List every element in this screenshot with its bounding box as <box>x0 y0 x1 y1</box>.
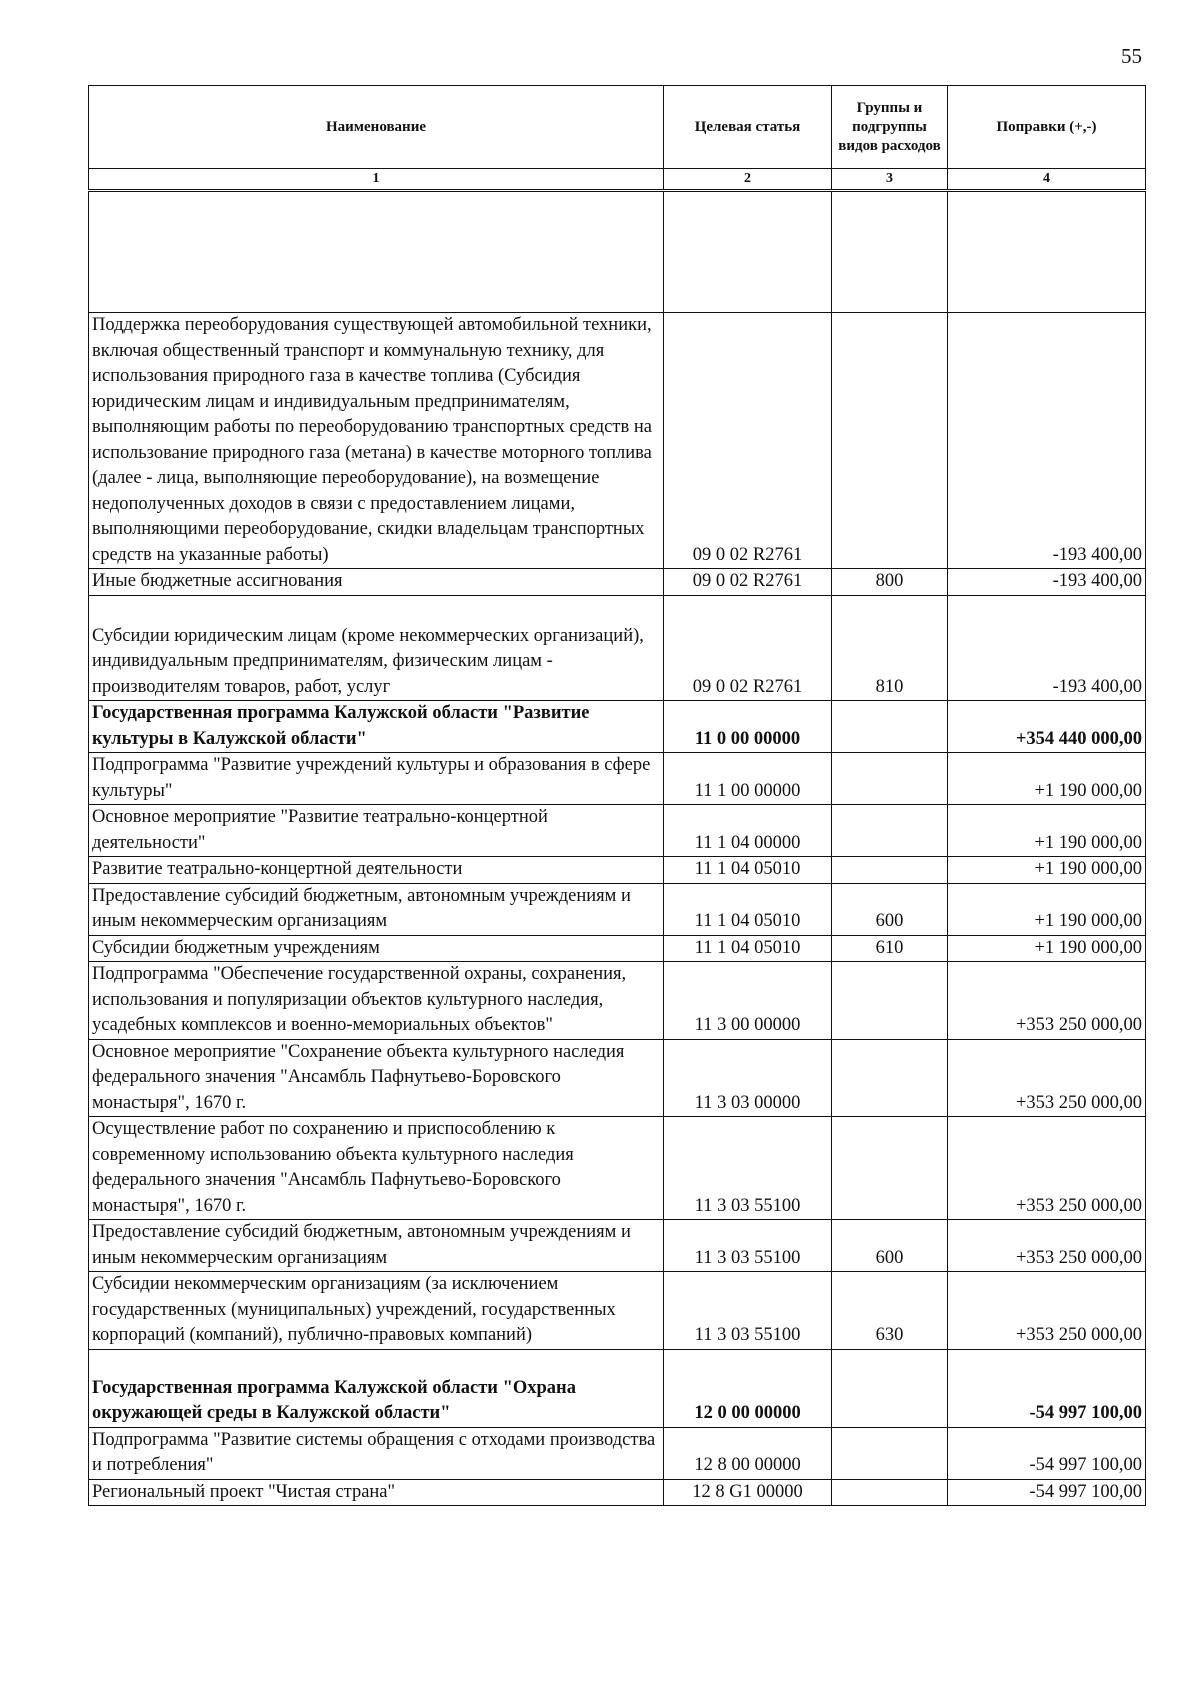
row-amendment: -54 997 100,00 <box>948 1479 1146 1506</box>
row-target-article: 11 3 03 00000 <box>664 1039 832 1117</box>
table-row <box>89 962 1146 1040</box>
blank-spacer-row <box>89 191 1146 313</box>
row-target-article: 09 0 02 R2761 <box>664 313 832 569</box>
budget-amendments-table <box>88 85 1146 1506</box>
row-expense-group <box>832 1349 948 1427</box>
row-expense-group: 630 <box>832 1272 948 1350</box>
row-expense-group <box>832 313 948 569</box>
row-expense-group <box>832 701 948 753</box>
row-expense-group <box>832 1117 948 1220</box>
row-amendment: -54 997 100,00 <box>948 1427 1146 1479</box>
table-row <box>89 569 1146 596</box>
row-amendment: -193 400,00 <box>948 595 1146 701</box>
row-target-article: 11 1 00 00000 <box>664 753 832 805</box>
row-name: Иные бюджетные ассигнования <box>89 569 664 596</box>
row-expense-group <box>832 1039 948 1117</box>
row-amendment: +353 250 000,00 <box>948 1272 1146 1350</box>
row-target-article: 11 3 00 00000 <box>664 962 832 1040</box>
column-number-1: 1 <box>89 169 664 191</box>
row-target-article: 11 3 03 55100 <box>664 1117 832 1220</box>
table-row <box>89 753 1146 805</box>
row-amendment: +353 250 000,00 <box>948 1117 1146 1220</box>
row-name: Основное мероприятие "Развитие театрально-концертной деятельности" <box>89 805 664 857</box>
table-row <box>89 313 1146 569</box>
row-target-article: 09 0 02 R2761 <box>664 569 832 596</box>
row-name: Основное мероприятие "Сохранение объекта культурного наследия федерального значения "Ансамбль Пафнутьево-Боровского монастыря", 1670 г. <box>89 1039 664 1117</box>
row-target-article: 12 8 00 00000 <box>664 1427 832 1479</box>
table-row <box>89 857 1146 884</box>
row-amendment: +353 250 000,00 <box>948 1039 1146 1117</box>
table-row <box>89 595 1146 701</box>
row-expense-group <box>832 857 948 884</box>
table-row <box>89 935 1146 962</box>
row-amendment: +1 190 000,00 <box>948 857 1146 884</box>
row-expense-group: 600 <box>832 1220 948 1272</box>
row-expense-group: 810 <box>832 595 948 701</box>
table-row <box>89 701 1146 753</box>
row-target-article: 11 3 03 55100 <box>664 1220 832 1272</box>
row-amendment: +354 440 000,00 <box>948 701 1146 753</box>
row-expense-group: 800 <box>832 569 948 596</box>
header-name: Наименование <box>89 86 664 169</box>
row-amendment: -193 400,00 <box>948 569 1146 596</box>
row-target-article: 11 1 04 05010 <box>664 857 832 884</box>
column-number-4: 4 <box>948 169 1146 191</box>
row-name: Подпрограмма "Обеспечение государственной охраны, сохранения, использования и популяризации объектов культурного наследия, усадебных комплексов и военно-мемориальных объектов" <box>89 962 664 1040</box>
row-target-article: 09 0 02 R2761 <box>664 595 832 701</box>
column-number-2: 2 <box>664 169 832 191</box>
row-amendment: +1 190 000,00 <box>948 935 1146 962</box>
row-name: Предоставление субсидий бюджетным, автономным учреждениям и иным некоммерческим организациям <box>89 883 664 935</box>
table-row <box>89 1427 1146 1479</box>
row-expense-group <box>832 1479 948 1506</box>
row-amendment: -193 400,00 <box>948 313 1146 569</box>
row-name: Предоставление субсидий бюджетным, автономным учреждениям и иным некоммерческим организациям <box>89 1220 664 1272</box>
row-name: Региональный проект "Чистая страна" <box>89 1479 664 1506</box>
spacer-cell <box>664 191 832 313</box>
row-name: Субсидии некоммерческим организациям (за исключением государственных (муниципальных) учреждений, государственных корпораций (компаний), публично-правовых компаний) <box>89 1272 664 1350</box>
row-name: Субсидии юридическим лицам (кроме некоммерческих организаций), индивидуальным предпринимателям, физическим лицам - производителям товаров, работ, услуг <box>89 595 664 701</box>
row-expense-group <box>832 962 948 1040</box>
row-expense-group: 610 <box>832 935 948 962</box>
row-name: Государственная программа Калужской области "Охрана окружающей среды в Калужской области" <box>89 1349 664 1427</box>
row-target-article: 11 3 03 55100 <box>664 1272 832 1350</box>
header-target-article: Целевая статья <box>664 86 832 169</box>
table-row <box>89 1220 1146 1272</box>
row-expense-group <box>832 1427 948 1479</box>
header-amendments: Поправки (+,-) <box>948 86 1146 169</box>
row-amendment: +1 190 000,00 <box>948 805 1146 857</box>
column-number-row <box>89 169 1146 191</box>
row-amendment: -54 997 100,00 <box>948 1349 1146 1427</box>
column-number-3: 3 <box>832 169 948 191</box>
header-expense-group: Группы и подгруппы видов расходов <box>832 86 948 169</box>
row-expense-group <box>832 753 948 805</box>
table-row <box>89 1272 1146 1350</box>
spacer-cell <box>948 191 1146 313</box>
row-name: Поддержка переоборудования существующей автомобильной техники, включая общественный транспорт и коммунальную технику, для использования природного газа в качестве топлива (Субсидия юридическим лицам и индивидуальным предпринимателям, выполняющим работы по переоборудованию транспортных средств на использование природного газа (метана) в качестве моторного топлива (далее - лица, выполняющие переоборудование), на возмещение недополученных доходов в связи с предоставлением лицами, выполняющими переоборудование, скидки владельцам транспортных средств на указанные работы) <box>89 313 664 569</box>
spacer-cell <box>89 191 664 313</box>
table-row <box>89 1039 1146 1117</box>
row-amendment: +1 190 000,00 <box>948 753 1146 805</box>
row-amendment: +353 250 000,00 <box>948 1220 1146 1272</box>
table-row <box>89 805 1146 857</box>
row-name: Осуществление работ по сохранению и приспособлению к современному использованию объекта культурного наследия федерального значения "Ансамбль Пафнутьево-Боровского монастыря", 1670 г. <box>89 1117 664 1220</box>
table-row <box>89 883 1146 935</box>
spacer-cell <box>832 191 948 313</box>
row-target-article: 12 0 00 00000 <box>664 1349 832 1427</box>
table-header-row <box>89 86 1146 169</box>
row-target-article: 11 0 00 00000 <box>664 701 832 753</box>
row-target-article: 11 1 04 05010 <box>664 883 832 935</box>
row-target-article: 12 8 G1 00000 <box>664 1479 832 1506</box>
row-target-article: 11 1 04 05010 <box>664 935 832 962</box>
table-row <box>89 1117 1146 1220</box>
row-name: Государственная программа Калужской области "Развитие культуры в Калужской области" <box>89 701 664 753</box>
row-name: Подпрограмма "Развитие системы обращения с отходами производства и потребления" <box>89 1427 664 1479</box>
row-name: Развитие театрально-концертной деятельности <box>89 857 664 884</box>
row-amendment: +1 190 000,00 <box>948 883 1146 935</box>
row-expense-group: 600 <box>832 883 948 935</box>
table-row <box>89 1349 1146 1427</box>
row-name: Субсидии бюджетным учреждениям <box>89 935 664 962</box>
page-number: 55 <box>1121 44 1142 68</box>
row-target-article: 11 1 04 00000 <box>664 805 832 857</box>
row-expense-group <box>832 805 948 857</box>
table-row <box>89 1479 1146 1506</box>
row-name: Подпрограмма "Развитие учреждений культуры и образования в сфере культуры" <box>89 753 664 805</box>
row-amendment: +353 250 000,00 <box>948 962 1146 1040</box>
